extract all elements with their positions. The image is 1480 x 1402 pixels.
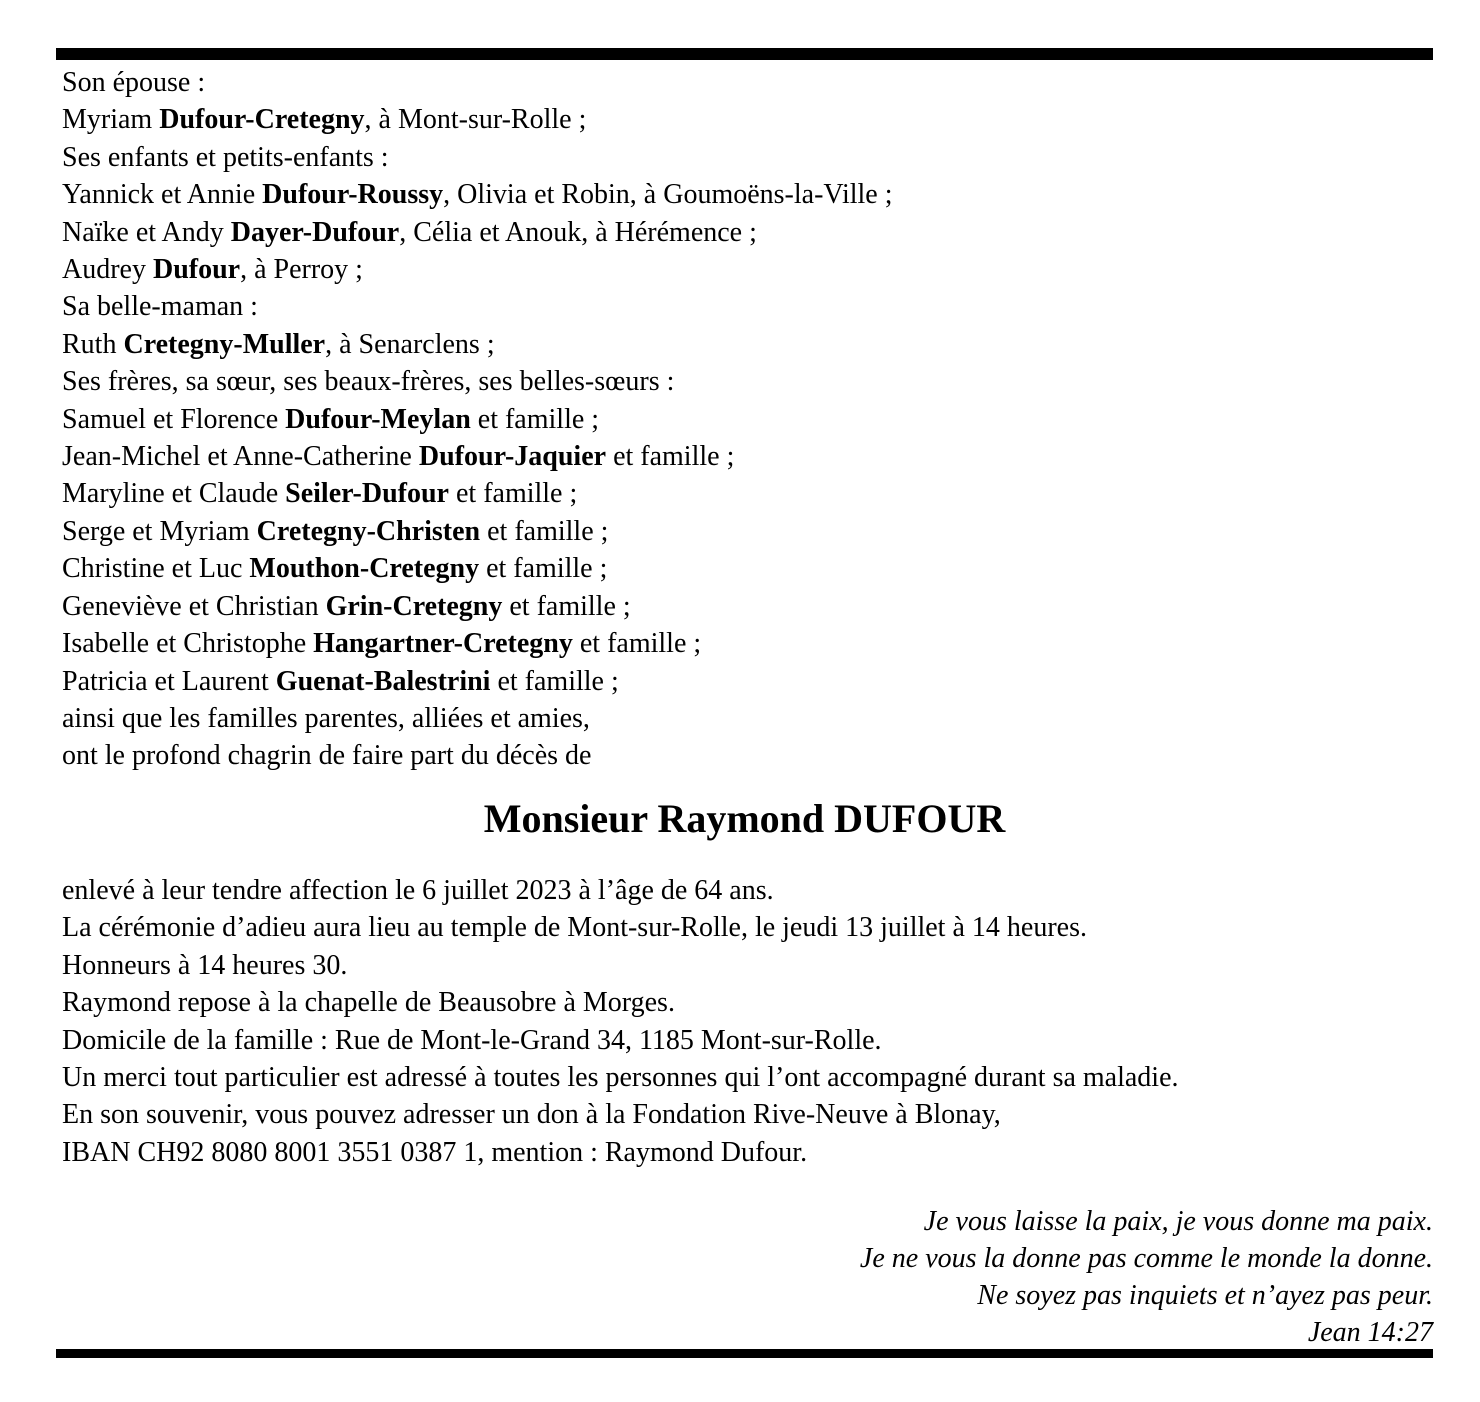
family-line-text: Naïke et Andy [62, 216, 231, 248]
family-line [62, 288, 893, 325]
family-line [62, 363, 893, 400]
top-rule [56, 48, 1433, 60]
family-line-text: Audrey [62, 254, 153, 286]
family-surname-bold: Dayer-Dufour [230, 216, 400, 248]
family-line-text: et famille ; [470, 403, 600, 435]
family-line-text: et famille ; [490, 665, 619, 697]
family-surname-bold: Mouthon-Cretegny [249, 553, 480, 585]
body-line: Domicile de la famille : Rue de Mont-le-Grand 34, 1185 Mont-sur-Rolle. [62, 1024, 882, 1056]
quote-line: Je vous laisse la paix, je vous donne ma paix. [923, 1206, 1433, 1237]
family-surname-bold: Seiler-Dufour [285, 478, 449, 510]
family-line-text: et famille ; [448, 478, 578, 510]
family-line-text: Sa belle-maman : [62, 291, 258, 323]
body-line: La cérémonie d’adieu aura lieu au temple de Mont-sur-Rolle, le jeudi 13 juillet à 14 heures. [62, 912, 1087, 944]
announcement-body [62, 872, 1179, 1171]
family-line [62, 438, 893, 475]
bottom-rule [56, 1349, 1433, 1358]
family-surname-bold: Dufour-Jaquier [418, 441, 607, 473]
family-line [62, 64, 893, 101]
family-line [62, 513, 893, 550]
family-line [62, 550, 893, 587]
body-line: IBAN CH92 8080 8001 3551 0387 1, mention : Raymond Dufour. [62, 1136, 808, 1168]
family-line [62, 475, 893, 512]
family-surname-bold: Cretegny-Christen [256, 515, 481, 547]
family-line [62, 663, 893, 700]
family-line-text: Serge et Myriam [62, 515, 257, 547]
family-surname-bold: Dufour-Roussy [262, 179, 444, 211]
family-line [62, 139, 893, 176]
family-line-text: Ses frères, sa sœur, ses beaux-frères, ses belles-sœurs : [62, 366, 675, 398]
scripture-reference: Jean 14:27 [1307, 1316, 1433, 1348]
family-line [62, 326, 893, 363]
body-line: En son souvenir, vous pouvez adresser un don à la Fondation Rive-Neuve à Blonay, [62, 1099, 1001, 1131]
family-line-text: , à Perroy ; [240, 254, 363, 286]
family-line [62, 101, 893, 138]
family-line [62, 401, 893, 438]
family-line-text: , à Mont-sur-Rolle ; [364, 104, 587, 136]
body-line: Un merci tout particulier est adressé à toutes les personnes qui l’ont accompagné durant sa maladie. [62, 1062, 1179, 1094]
family-line-text: Isabelle et Christophe [62, 628, 314, 660]
family-line-text: Jean-Michel et Anne-Catherine [62, 441, 419, 473]
family-line-text: Samuel et Florence [62, 403, 286, 435]
family-surname-bold: Grin-Cretegny [325, 590, 503, 622]
family-surname-bold: Dufour [152, 254, 241, 286]
family-surname-bold: Dufour-Meylan [285, 403, 471, 435]
family-surname-bold: Guenat-Balestrini [275, 665, 491, 697]
family-surname-bold: Hangartner-Cretegny [313, 628, 573, 660]
family-line-text: Son épouse : [62, 67, 206, 98]
family-line [62, 588, 893, 625]
quote-line: Je ne vous la donne pas comme le monde la donne. [859, 1242, 1433, 1274]
family-line-text: Geneviève et Christian [62, 590, 326, 622]
family-line-text: Patricia et Laurent [62, 665, 276, 697]
family-line-text: Ses enfants et petits-enfants : [62, 141, 389, 173]
family-line-text: , Célia et Anouk, à Hérémence ; [399, 216, 757, 248]
family-line [62, 700, 893, 737]
family-line-text: et famille ; [480, 515, 609, 547]
body-line: enlevé à leur tendre affection le 6 juillet 2023 à l’âge de 64 ans. [62, 875, 774, 906]
family-list [62, 64, 893, 775]
family-line [62, 214, 893, 251]
family-line-text: et famille ; [502, 590, 631, 622]
deceased-name-title: Monsieur Raymond DUFOUR [483, 796, 1006, 841]
family-line-text: et famille ; [479, 553, 608, 585]
scripture-quote [860, 1204, 1433, 1352]
family-line-text: Maryline et Claude [62, 478, 286, 510]
quote-line: Ne soyez pas inquiets et n’ayez pas peur. [977, 1279, 1433, 1311]
family-surname-bold: Dufour-Cretegny [159, 104, 365, 136]
scripture-quote-lines [860, 1204, 1433, 1315]
family-surname-bold: Cretegny-Muller [123, 328, 326, 360]
family-line-text: , à Senarclens ; [325, 328, 495, 360]
family-line-text: Yannick et Annie [62, 179, 263, 211]
family-line-text: , Olivia et Robin, à Goumoëns-la-Ville ; [443, 179, 893, 211]
family-line-text: ont le profond chagrin de faire part du décès de [62, 740, 592, 772]
body-line: Raymond repose à la chapelle de Beausobre à Morges. [62, 987, 675, 1019]
family-line [62, 737, 893, 774]
family-line [62, 176, 893, 213]
body-line: Honneurs à 14 heures 30. [62, 949, 348, 981]
family-line-text: et famille ; [606, 441, 735, 473]
family-line-text: Ruth [62, 328, 124, 360]
family-line-text: Christine et Luc [62, 553, 250, 585]
family-line-text: Myriam [62, 104, 160, 136]
family-line [62, 251, 893, 288]
family-line-text: et famille ; [572, 628, 702, 660]
family-line [62, 625, 893, 662]
family-line-text: ainsi que les familles parentes, alliées et amies, [62, 702, 590, 734]
